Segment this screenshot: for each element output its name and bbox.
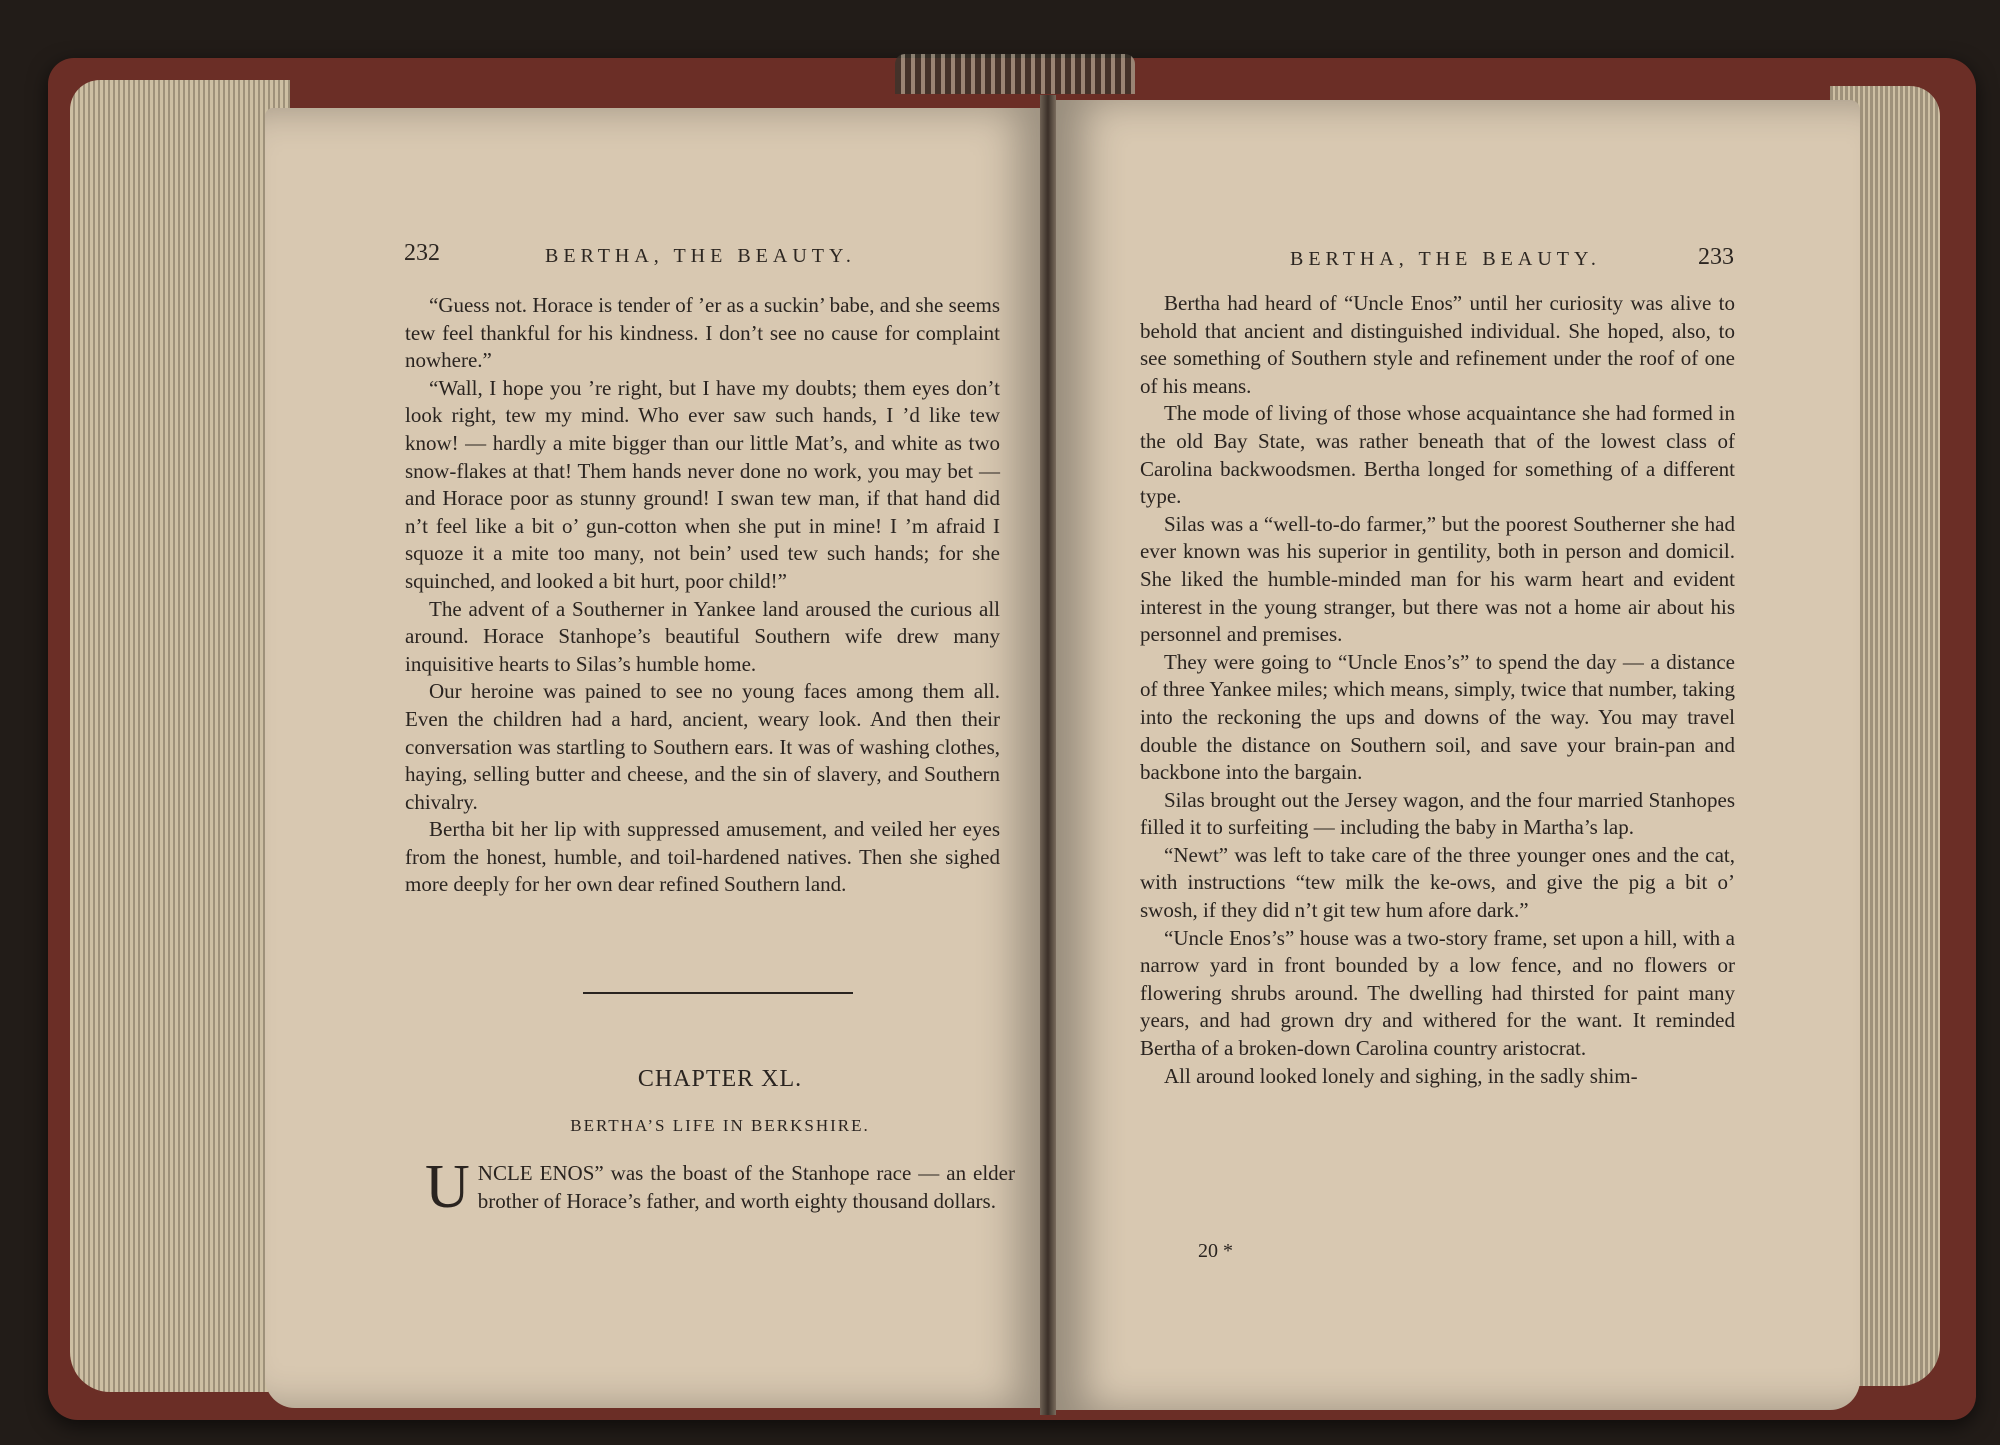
chapter-subtitle: BERTHA’S LIFE IN BERKSHIRE. — [570, 1116, 870, 1135]
left-paragraph: The advent of a Southerner in Yankee land aroused the curious all around. Horace Stanhope’s beautiful Southern wife drew many inquisitive hearts to Silas’s humble home. — [405, 596, 1000, 676]
left-running-head: BERTHA, THE BEAUTY. — [545, 245, 856, 267]
right-page-body — [1140, 290, 1735, 1090]
right-paragraph: “Uncle Enos’s” house was a two-story frame, set upon a hill, with a narrow yard in front bounded by a low fence, and no flowers or flowering shrubs around. The dwelling had thirsted for paint many years, and had grown dry and withered for the want. It reminded Bertha of a broken-down Carolina country aristocrat. — [1140, 925, 1735, 1061]
left-paragraph: “Guess not. Horace is tender of ’er as a suckin’ babe, and she seems tew feel thankful for his kindness. I don’t see no cause for complaint nowhere.” — [405, 293, 1000, 373]
right-paragraph: “Newt” was left to take care of the three younger ones and the cat, with instructions “tew milk the ke-ows, and give the pig a bit o’ swosh, if they did n’t git tew hum afore dark.” — [1140, 842, 1735, 923]
left-page-body — [405, 292, 1000, 899]
right-paragraph: The mode of living of those whose acquaintance she had formed in the old Bay State, was rather beneath that of the lowest class of Carolina backwoodsmen. Bertha longed for something of a different type. — [1140, 401, 1735, 509]
book-spine-top — [895, 54, 1135, 94]
left-page-number: 232 — [404, 240, 440, 266]
right-paragraph: All around looked lonely and sighing, in the sadly shim- — [1164, 1063, 1638, 1088]
left-paragraph: “Wall, I hope you ’re right, but I have my doubts; them eyes don’t look right, tew my mind. Who ever saw such hands, I ’d like tew know! — hardly a mite bigger than our little Mat’s, and white as two snow-flakes at that! Them hands never done no work, you may bet — and Horace poor as stunny ground! I swan tew man, if that hand did n’t feel like a bit o’ gun-cotton when she put in mine! I ’m afraid I squoze it a mite too many, not bein’ used tew such hands; for she squinched, and looked a bit hurt, poor child!” — [405, 375, 1000, 593]
chapter-title: CHAPTER XL. — [637, 1066, 803, 1092]
drop-cap: U — [425, 1153, 470, 1221]
right-paragraph: Silas brought out the Jersey wagon, and the four married Stanhopes filled it to surfeiting — including the baby in Martha’s lap. — [1140, 787, 1735, 840]
chapter-opening — [425, 1153, 1015, 1221]
chapter-opening-text: NCLE ENOS” was the boast of the Stanhope race — an elder brother of Horace’s father, and worth eighty thousand dollars. — [477, 1161, 1015, 1213]
section-rule — [583, 992, 853, 994]
page-edges-left — [70, 80, 290, 1392]
right-paragraph: Silas was a “well-to-do farmer,” but the poorest Southerner she had ever known was his superior in gentility, both in person and domicil. She liked the humble-minded man for his warm heart and evident interest in the young stranger, but there was not a home air about his personnel and premises. — [1140, 511, 1735, 647]
signature-mark: 20 * — [1198, 1240, 1233, 1262]
left-paragraph: Our heroine was pained to see no young faces among them all. Even the children had a hard, ancient, weary look. And then their conversation was startling to Southern ears. It was of washing clothes, haying, selling butter and cheese, and the sin of slavery, and Southern chivalry. — [405, 679, 1000, 814]
left-paragraph: Bertha bit her lip with suppressed amusement, and veiled her eyes from the honest, humble, and toil-hardened natives. Then she sighed more deeply for her own dear refined Southern land. — [405, 817, 1000, 897]
right-running-head: BERTHA, THE BEAUTY. — [1290, 248, 1601, 270]
right-paragraph: Bertha had heard of “Uncle Enos” until her curiosity was alive to behold that ancient and distinguished individual. She hoped, also, to see something of Southern style and refinement under the roof of one of his means. — [1140, 291, 1735, 398]
book-gutter — [1040, 95, 1056, 1415]
right-paragraph: They were going to “Uncle Enos’s” to spend the day — a distance of three Yankee miles; which means, simply, twice that number, taking into the reckoning the ups and downs of the way. You may travel double the distance on Southern soil, and save your brain-pan and backbone into the bargain. — [1140, 649, 1735, 785]
right-page-number: 233 — [1698, 244, 1734, 270]
